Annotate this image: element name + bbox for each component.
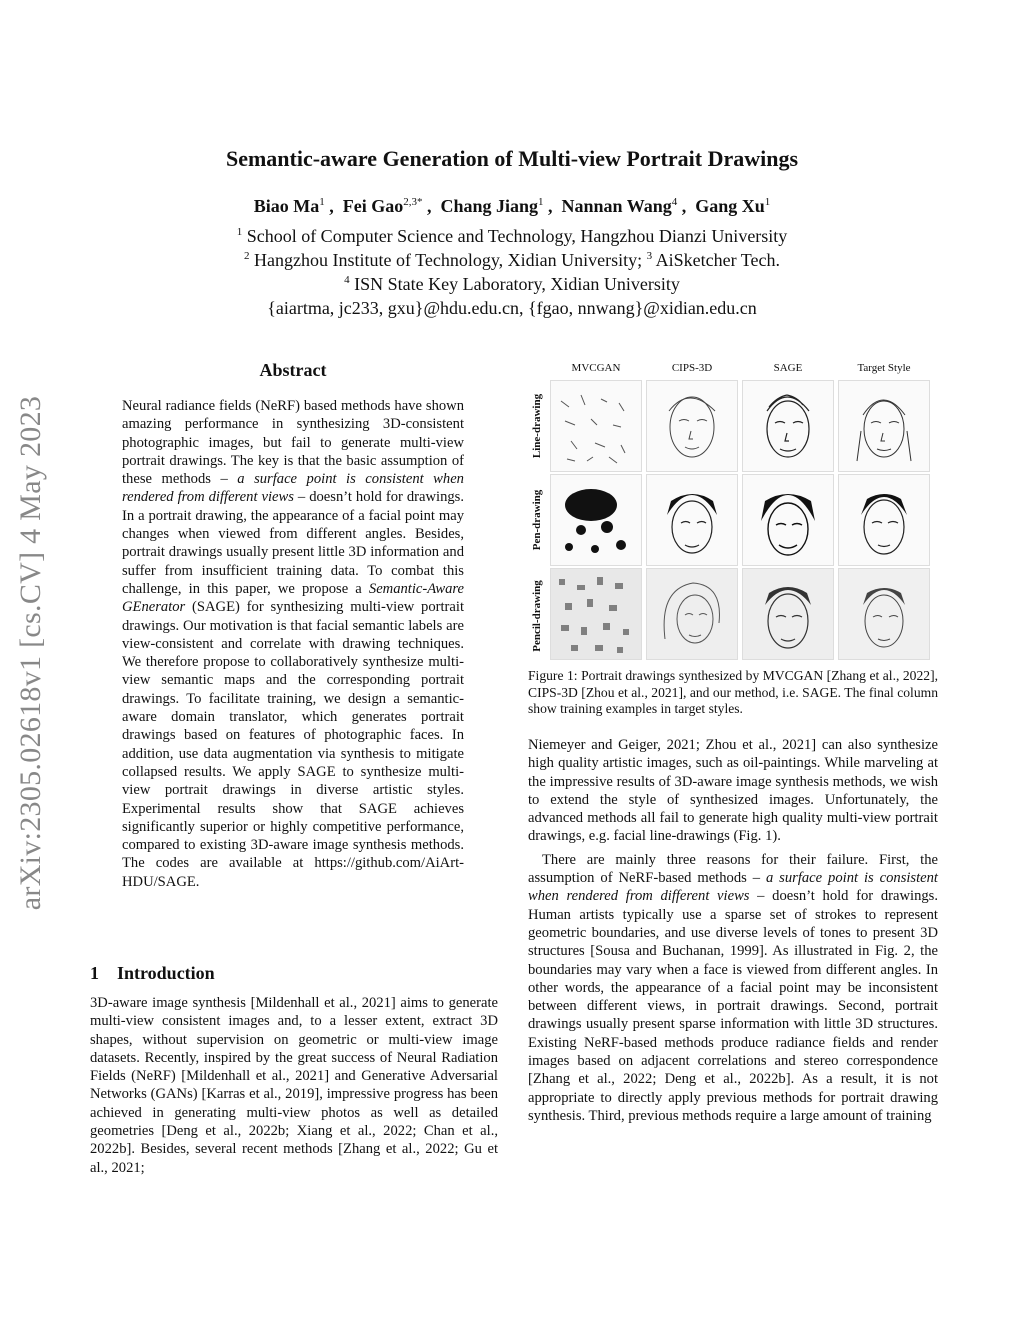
figure-row-label: Pencil-drawing [531, 580, 543, 652]
figure-image-target-line [838, 380, 930, 472]
affiliation [0, 274, 1024, 295]
noise-sketch [551, 569, 641, 659]
figure-column-header: MVCGAN [571, 362, 621, 374]
author-sup: 1 [538, 196, 544, 208]
author-sup: 4 [671, 196, 678, 208]
paragraph-text: – doesn’t hold for drawings. Human artists typically use a sparse set of strokes to represent geometric boundaries, and use diverse levels of tones to present 3D structures [Sousa and Buchanan, 1999]. As illustrated in Fig. 2, the boundaries may vary when a face is viewed from different angles. In other words, the appearance of a facial point may be inconsistent between different views, in portrait drawings. Second, portrait drawings usually present sparse information with little 3D structures. Existing NeRF-based methods produce radiance fields and render images based on adjacent correlations and stereo correspondence [Zhang et al., 2022; Deng et al., 2022b]. As a result, it is not appropriate to directly apply previous methods for portrait drawing synthesis. Third, previous methods require a large amount of training [528, 888, 938, 1124]
figure-image-mvcgan-pen [550, 474, 642, 566]
abstract-text: – doesn’t hold for drawings. In a portrait drawing, the appearance of a facial point may changes when viewed from different angles. Besides, portrait drawings usually present little 3D information and suffer from insufficient training data. To combat this challenge, in this paper, we propose a [122, 489, 464, 597]
author-sup: 1 [764, 196, 771, 208]
abstract-body [122, 397, 464, 891]
figure-image-target-pen [838, 474, 930, 566]
figure-caption: Figure 1: Portrait drawings synthesized by MVCGAN [Zhang et al., 2022], CIPS-3D [Zhou et al., 2021], and our method, i.e. SAGE. The final column show training examples in target styles. [528, 668, 938, 716]
affiliation-sup: 1 [236, 226, 243, 238]
figure-image-sage-line [742, 380, 834, 472]
paragraph: Niemeyer and Geiger, 2021; Zhou et al., 2021] can also synthesize high quality artistic images, such as oil-paintings. While marveling at the impressive results of 3D-aware image synthesis methods, we wish to extend the style of synthesized images. Unfortunately, the advanced methods all fail to generate high quality multi-view portrait drawings, e.g. facial line-drawings (Fig. 1). [528, 737, 938, 845]
abstract-heading: Abstract [259, 360, 327, 380]
figure-image-cips3d-pen [646, 474, 738, 566]
face-sketch [839, 381, 929, 471]
affiliation-sup: 4 [344, 274, 350, 286]
figure-row-label: Line-drawing [531, 393, 543, 459]
abstract-emphasis: a surface point is consistent when rendered from different views [122, 471, 464, 506]
face-sketch [647, 381, 737, 471]
abstract-text: Neural radiance fields (NeRF) based methods have shown amazing performance in synthesizing 3D-consistent photographic images, but fail to generate multi-view portrait drawings. The key is that the basic assumption of these methods – [122, 398, 464, 488]
face-sketch [839, 475, 929, 565]
author-sup: 2,3* [403, 196, 423, 208]
figure-image-sage-pen [742, 474, 834, 566]
author-emails: {aiartma, jc233, gxu}@hdu.edu.cn, {fgao, nnwang}@xidian.edu.cn [267, 298, 757, 318]
affiliation-sup: 3 [646, 250, 653, 262]
figure-image-mvcgan-pencil [550, 568, 642, 660]
figure-column-header: Target Style [857, 362, 911, 374]
affiliation-sup: 2 [243, 250, 250, 262]
figure-column-header: SAGE [773, 362, 803, 374]
author-list: Biao Ma$^1$ , Fei Gao$^{2,3*}$ , Chang Jiang$^1$ , Nannan Wang$^4$ , Gang Xu$^1$ [253, 196, 771, 216]
affiliation-text: AiSketcher Tech. [655, 250, 781, 270]
figure-1 [528, 362, 938, 662]
figure-row-label: Pen-drawing [531, 489, 543, 551]
author-name: Nannan Wang [561, 196, 672, 216]
affiliation [0, 226, 1024, 247]
right-column-body [528, 736, 938, 1125]
section-number: 1 [90, 963, 99, 983]
affiliation-text: ISN State Key Laboratory, Xidian University [354, 274, 680, 294]
abstract-emphasis: Semantic-Aware GEnerator [122, 580, 464, 616]
noise-sketch [551, 381, 641, 471]
introduction-body [90, 994, 498, 1177]
affiliation-text: Hangzhou Institute of Technology, Xidian University; [253, 250, 643, 270]
section-title: Introduction [117, 963, 215, 983]
paragraph-text: There are mainly three reasons for their failure. First, the assumption of NeRF-based methods – [528, 851, 938, 887]
affiliation-text: School of Computer Science and Technology, Hangzhou Dianzi University [246, 226, 788, 246]
author-name: Chang Jiang [440, 196, 539, 216]
face-sketch [743, 475, 833, 565]
affiliation [0, 250, 1024, 271]
author-name: Gang Xu [695, 196, 765, 216]
paragraph-emphasis: a surface point is consistent when rendered from different views [528, 870, 938, 905]
figure-image-mvcgan-line [550, 380, 642, 472]
figure-image-cips3d-pencil [646, 568, 738, 660]
face-sketch [647, 569, 737, 659]
author-sup: 1 [319, 196, 325, 208]
figure-column-header: CIPS-3D [671, 362, 713, 374]
face-sketch [647, 475, 737, 565]
noise-sketch [551, 475, 641, 565]
figure-image-target-pencil [838, 568, 930, 660]
abstract-text: (SAGE) for synthesizing multi-view portrait drawings. Our motivation is that facial semantic labels are view-consistent and correlate with drawing techniques. We therefore propose to collaboratively synthesize multi-view semantic maps and the corresponding portrait drawings. To facilitate training, we design a semantic-aware domain translator, which generates portrait drawings based on features of photographic faces. In addition, use data augmentation via synthesis to mitigate collapsed results. We apply SAGE to synthesize multi-view portrait drawings in diverse artistic styles. Experimental results show that SAGE achieves significantly superior or highly competitive performance, compared to existing 3D-aware image synthesis methods. The codes are available at https://github.com/AiArt-HDU/SAGE. [122, 599, 464, 890]
author-name: Fei Gao [342, 196, 404, 216]
figure-image-cips3d-line [646, 380, 738, 472]
paragraph [528, 851, 938, 1125]
figure-image-sage-pencil [742, 568, 834, 660]
paper-title: Semantic-aware Generation of Multi-view Portrait Drawings [225, 146, 799, 171]
paragraph: 3D-aware image synthesis [Mildenhall et al., 2021] aims to generate multi-view consistent images and, to a lesser extent, extract 3D shapes, without supervision on geometric or multi-view image datasets. Recently, inspired by the great success of Neural Radiation Fields (NeRF) [Mildenhall et al., 2021] and Generative Adversarial Networks (GANs) [Karras et al., 2019], impressive progress has been achieved in generating multi-view photos as well as detailed geometries [Deng et al., 2022b; Xiang et al., 2022; Chan et al., 2022b]. Besides, several recent methods [Zhang et al., 2022; Gu et al., 2021; [90, 995, 498, 1176]
face-sketch [839, 569, 929, 659]
face-sketch [743, 381, 833, 471]
section-heading-introduction [90, 963, 215, 984]
author-name: Biao Ma [253, 196, 320, 216]
face-sketch [743, 569, 833, 659]
arxiv-identifier: arXiv:2305.02618v1 [cs.CV] 4 May 2023 [14, 395, 47, 911]
